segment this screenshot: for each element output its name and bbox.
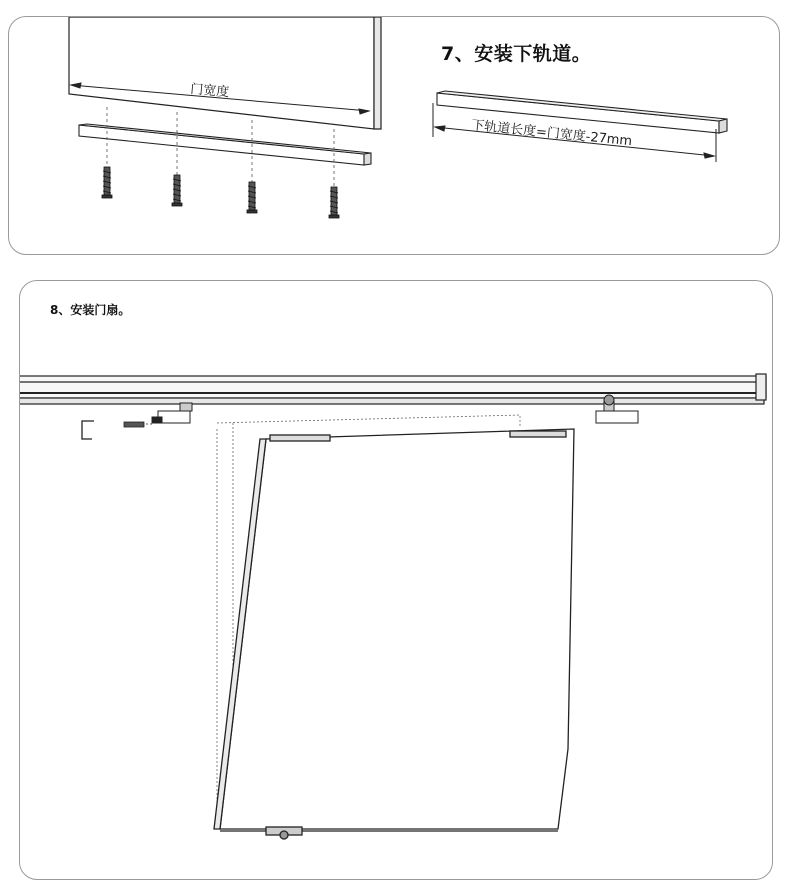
left-roller [152,403,192,423]
step8-panel [19,280,773,880]
screw-icon [102,167,339,218]
step7-title: 7、安装下轨道。 [441,43,592,65]
top-track [19,374,766,404]
step7-diagram [9,17,780,255]
step8-diagram [20,281,773,880]
step7-panel [8,16,780,255]
rail-length-label: 下轨道长度=门宽度-27mm [470,118,633,150]
door-width-label: 门宽度 [189,82,230,101]
screw-icon [124,422,154,427]
bottom-rail-under-door [79,124,371,165]
step8-title: 8、安装门扇。 [50,303,131,317]
door-bottom-illustration [69,17,381,129]
door-panel [214,429,574,839]
hex-key-icon [82,421,94,439]
